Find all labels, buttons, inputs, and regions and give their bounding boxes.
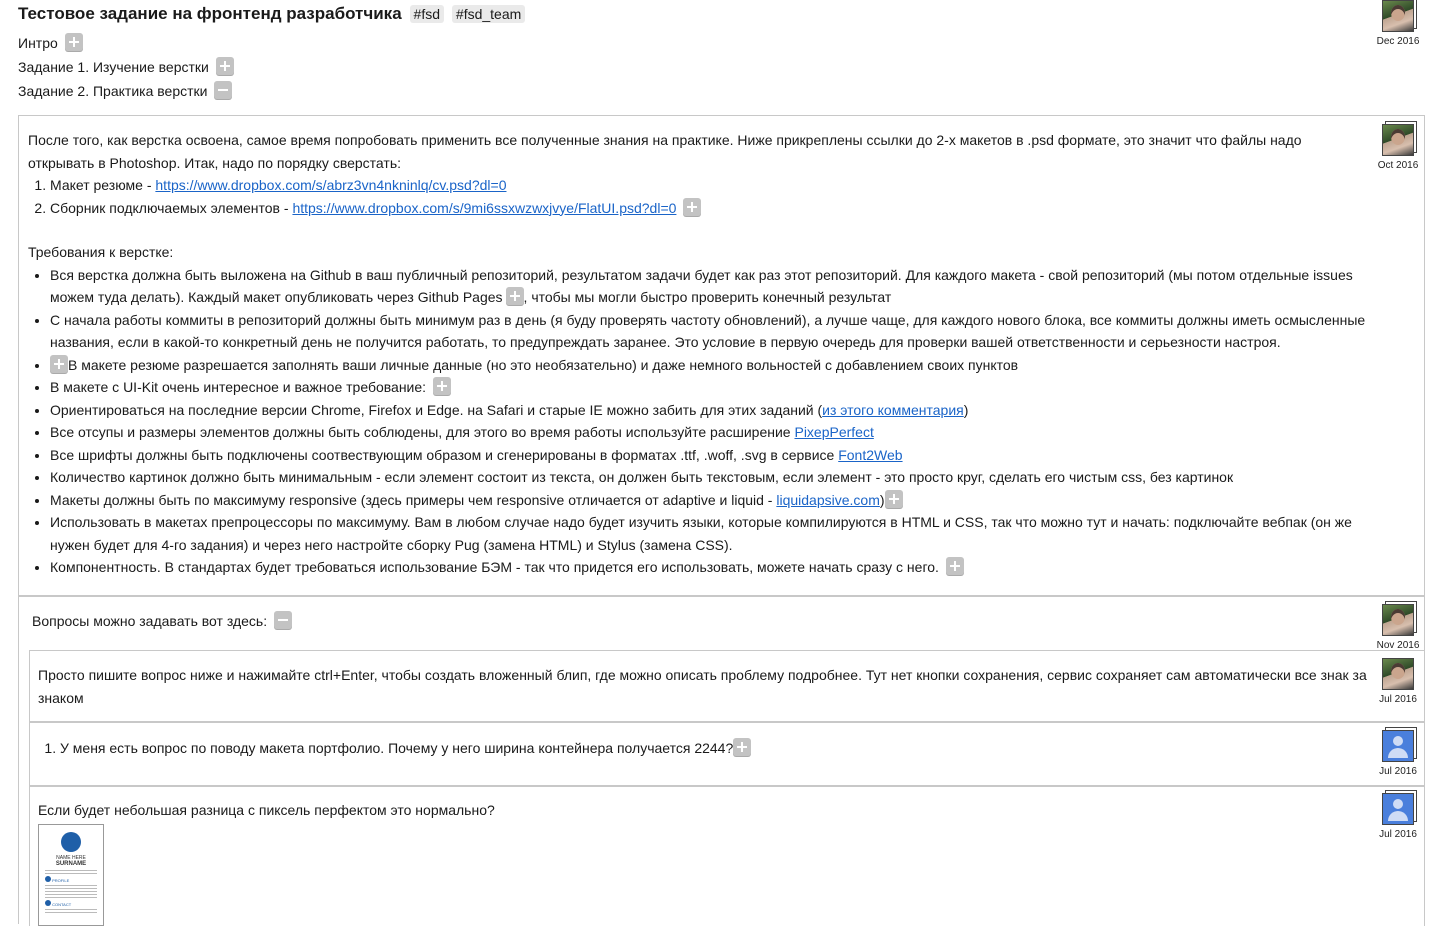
- requirements-list: [28, 264, 1370, 579]
- list-item: • Вся верстка должна быть выложена на Github в ваш публичный репозиторий, результатом задачи будет как раз этот репозиторий. Для каждого макета - свой репозиторий (мы потом отдельные issues можем туда делать). Каждый макет опубликовать через Github Pages , чтобы мы могли быстро проверить конечный результат: [50, 264, 1370, 309]
- questions-text: Вопросы можно задавать вот здесь:: [32, 613, 268, 629]
- list-item: 1. Макет резюме - https://www.dropbox.com/s/abrz3vn4nkninlq/cv.psd?dl=0: [50, 174, 1370, 197]
- default-avatar-icon[interactable]: [1382, 730, 1414, 762]
- list-item: • Макеты должны быть по максимуму responsive (здесь примеры чем responsive отличается от adaptive и liquid - liquidapsive.com): [50, 489, 1370, 512]
- collapse-icon[interactable]: [274, 611, 292, 629]
- author-avatar[interactable]: [1382, 124, 1414, 156]
- author-avatar[interactable]: [1382, 604, 1414, 636]
- toc-item-intro[interactable]: [18, 33, 83, 51]
- reply-content: [38, 737, 1373, 760]
- toc-item-label: Задание 2. Практика верстки: [18, 83, 208, 99]
- author-avatar[interactable]: [1382, 658, 1414, 690]
- author-avatar[interactable]: [1382, 0, 1414, 32]
- reply-author[interactable]: [1372, 793, 1424, 840]
- list-item: • Все шрифты должны быть подключены соотвествующим образом и сгенерированы в форматах .ttf, .woff, .svg в сервисе Font2Web: [50, 444, 1370, 467]
- liquidapsive-link[interactable]: liquidapsive.com: [776, 491, 880, 508]
- tag-fsd[interactable]: #fsd: [410, 5, 444, 23]
- toc-item-label: Задание 1. Изучение верстки: [18, 59, 209, 75]
- reply-text: Если будет небольшая разница с пиксель перфектом это нормально?: [38, 802, 495, 818]
- expand-icon[interactable]: [433, 377, 451, 395]
- task2-content: [28, 129, 1370, 579]
- expand-icon[interactable]: [946, 557, 964, 575]
- expand-icon[interactable]: [885, 490, 903, 508]
- topic-header: [18, 4, 525, 24]
- topic-title: Тестовое задание на фронтенд разработчика: [18, 4, 402, 23]
- toc-item-task2[interactable]: [18, 81, 232, 99]
- flatui-psd-link[interactable]: https://www.dropbox.com/s/9mi6ssxwzwxjvye/FlatUI.psd?dl=0: [292, 199, 677, 216]
- intro-paragraph: После того, как верстка освоена, самое время попробовать применить все полученные знания на практике. Ниже прикреплены ссылки до 2-х макетов в .psd формате, это значит что файлы надо открывать в Photoshop. Итак, надо по порядку сверстать:: [28, 132, 1302, 171]
- list-item: • Все отсупы и размеры элементов должны быть соблюдены, для этого во время работы используйте расширение PixepPerfect: [50, 421, 1370, 444]
- expand-icon[interactable]: [65, 33, 83, 51]
- author-date: Jul 2016: [1379, 766, 1417, 777]
- list-item: 1. У меня есть вопрос по поводу макета портфолио. Почему у него ширина контейнера получается 2244?: [60, 737, 1373, 760]
- blip-author[interactable]: [1372, 604, 1424, 651]
- comment-link[interactable]: из этого комментария: [822, 401, 964, 418]
- photo-placeholder: [61, 832, 81, 852]
- author-date: Oct 2016: [1377, 160, 1419, 171]
- list-item: • Количество картинок должно быть минимальным - если элемент состоит из текста, он должен быть текстовым, если элемент - это просто круг, сделать его чистым css, без картинок: [50, 466, 1370, 489]
- blip-author[interactable]: [1372, 124, 1424, 171]
- expand-icon[interactable]: [50, 355, 68, 373]
- requirements-heading: Требования к верстке:: [28, 244, 174, 260]
- author-date: Nov 2016: [1376, 640, 1420, 651]
- list-item: • Ориентироваться на последние версии Chrome, Firefox и Edge. на Safari и старые IE можно забить для этих заданий (из этого комментария): [50, 399, 1370, 422]
- expand-icon[interactable]: [733, 738, 751, 756]
- author-date: Jul 2016: [1379, 829, 1417, 840]
- expand-icon[interactable]: [683, 198, 701, 216]
- expand-icon[interactable]: [506, 287, 524, 305]
- list-item: • В макете резюме разрешается заполнять ваши личные данные (но это необязательно) и даже немного вольностей с добавлением своих пунктов: [50, 354, 1370, 377]
- tag-fsd-team[interactable]: #fsd_team: [452, 5, 525, 23]
- attachment-thumbnail[interactable]: NAME HERE SURNAME PROFILE CONTACT: [38, 824, 104, 926]
- questions-header: [32, 611, 292, 629]
- pixelperfect-link[interactable]: PixepPerfect: [794, 424, 874, 440]
- default-avatar-icon[interactable]: [1382, 793, 1414, 825]
- font2web-link[interactable]: Font2Web: [838, 446, 903, 463]
- toc-item-task1[interactable]: [18, 57, 234, 75]
- reply-text: Просто пишите вопрос ниже и нажимайте ctrl+Enter, чтобы создать вложенный блип, где можно описать проблему подробнее. Тут нет кнопки сохранения, сервис сохраняет сам автоматически все знак за знаком: [38, 667, 1367, 706]
- list-item: • В макете с UI-Kit очень интересное и важное требование:: [50, 376, 1370, 399]
- expand-icon[interactable]: [216, 57, 234, 75]
- reply-author[interactable]: [1372, 658, 1424, 705]
- list-item: 2. Сборник подключаемых элементов - https://www.dropbox.com/s/9mi6ssxwzwxjvye/FlatUI.psd?dl=0: [50, 197, 1370, 220]
- toc-item-label: Интро: [18, 35, 58, 51]
- cv-psd-link[interactable]: https://www.dropbox.com/s/abrz3vn4nkninlq/cv.psd?dl=0: [155, 177, 507, 193]
- mockup-list: [28, 174, 1370, 219]
- reply-author[interactable]: [1372, 730, 1424, 777]
- list-item: • С начала работы коммиты в репозиторий должны быть минимум раз в день (я буду проверять частоту обновлений), а лучше чаще, для каждого нового блока, все коммиты должны иметь осмысленные названия, если в какой-то конкретный день не получится работать, то предупреждать заранее. Это условие в первую очередь для проверки вашей ответственности и серьезности настроя.: [50, 309, 1370, 354]
- list-item: • Компонентность. В стандартах будет требоваться использование БЭМ - так что придется его использовать, можете начать сразу с него.: [50, 556, 1370, 579]
- author-date: Jul 2016: [1379, 694, 1417, 705]
- topic-author[interactable]: [1372, 0, 1424, 47]
- list-item: • Использовать в макетах препроцессоры по максимуму. Вам в любом случае надо будет изучить языки, которые компилируются в HTML и CSS, так что можно тут и начать: подключайте вебпак (он же нужен будет для 4-го задания) и через него настройте сборку Pug (замена HTML) и Stylus (замена CSS).: [50, 511, 1370, 556]
- collapse-icon[interactable]: [214, 81, 232, 99]
- author-date: Dec 2016: [1376, 36, 1420, 47]
